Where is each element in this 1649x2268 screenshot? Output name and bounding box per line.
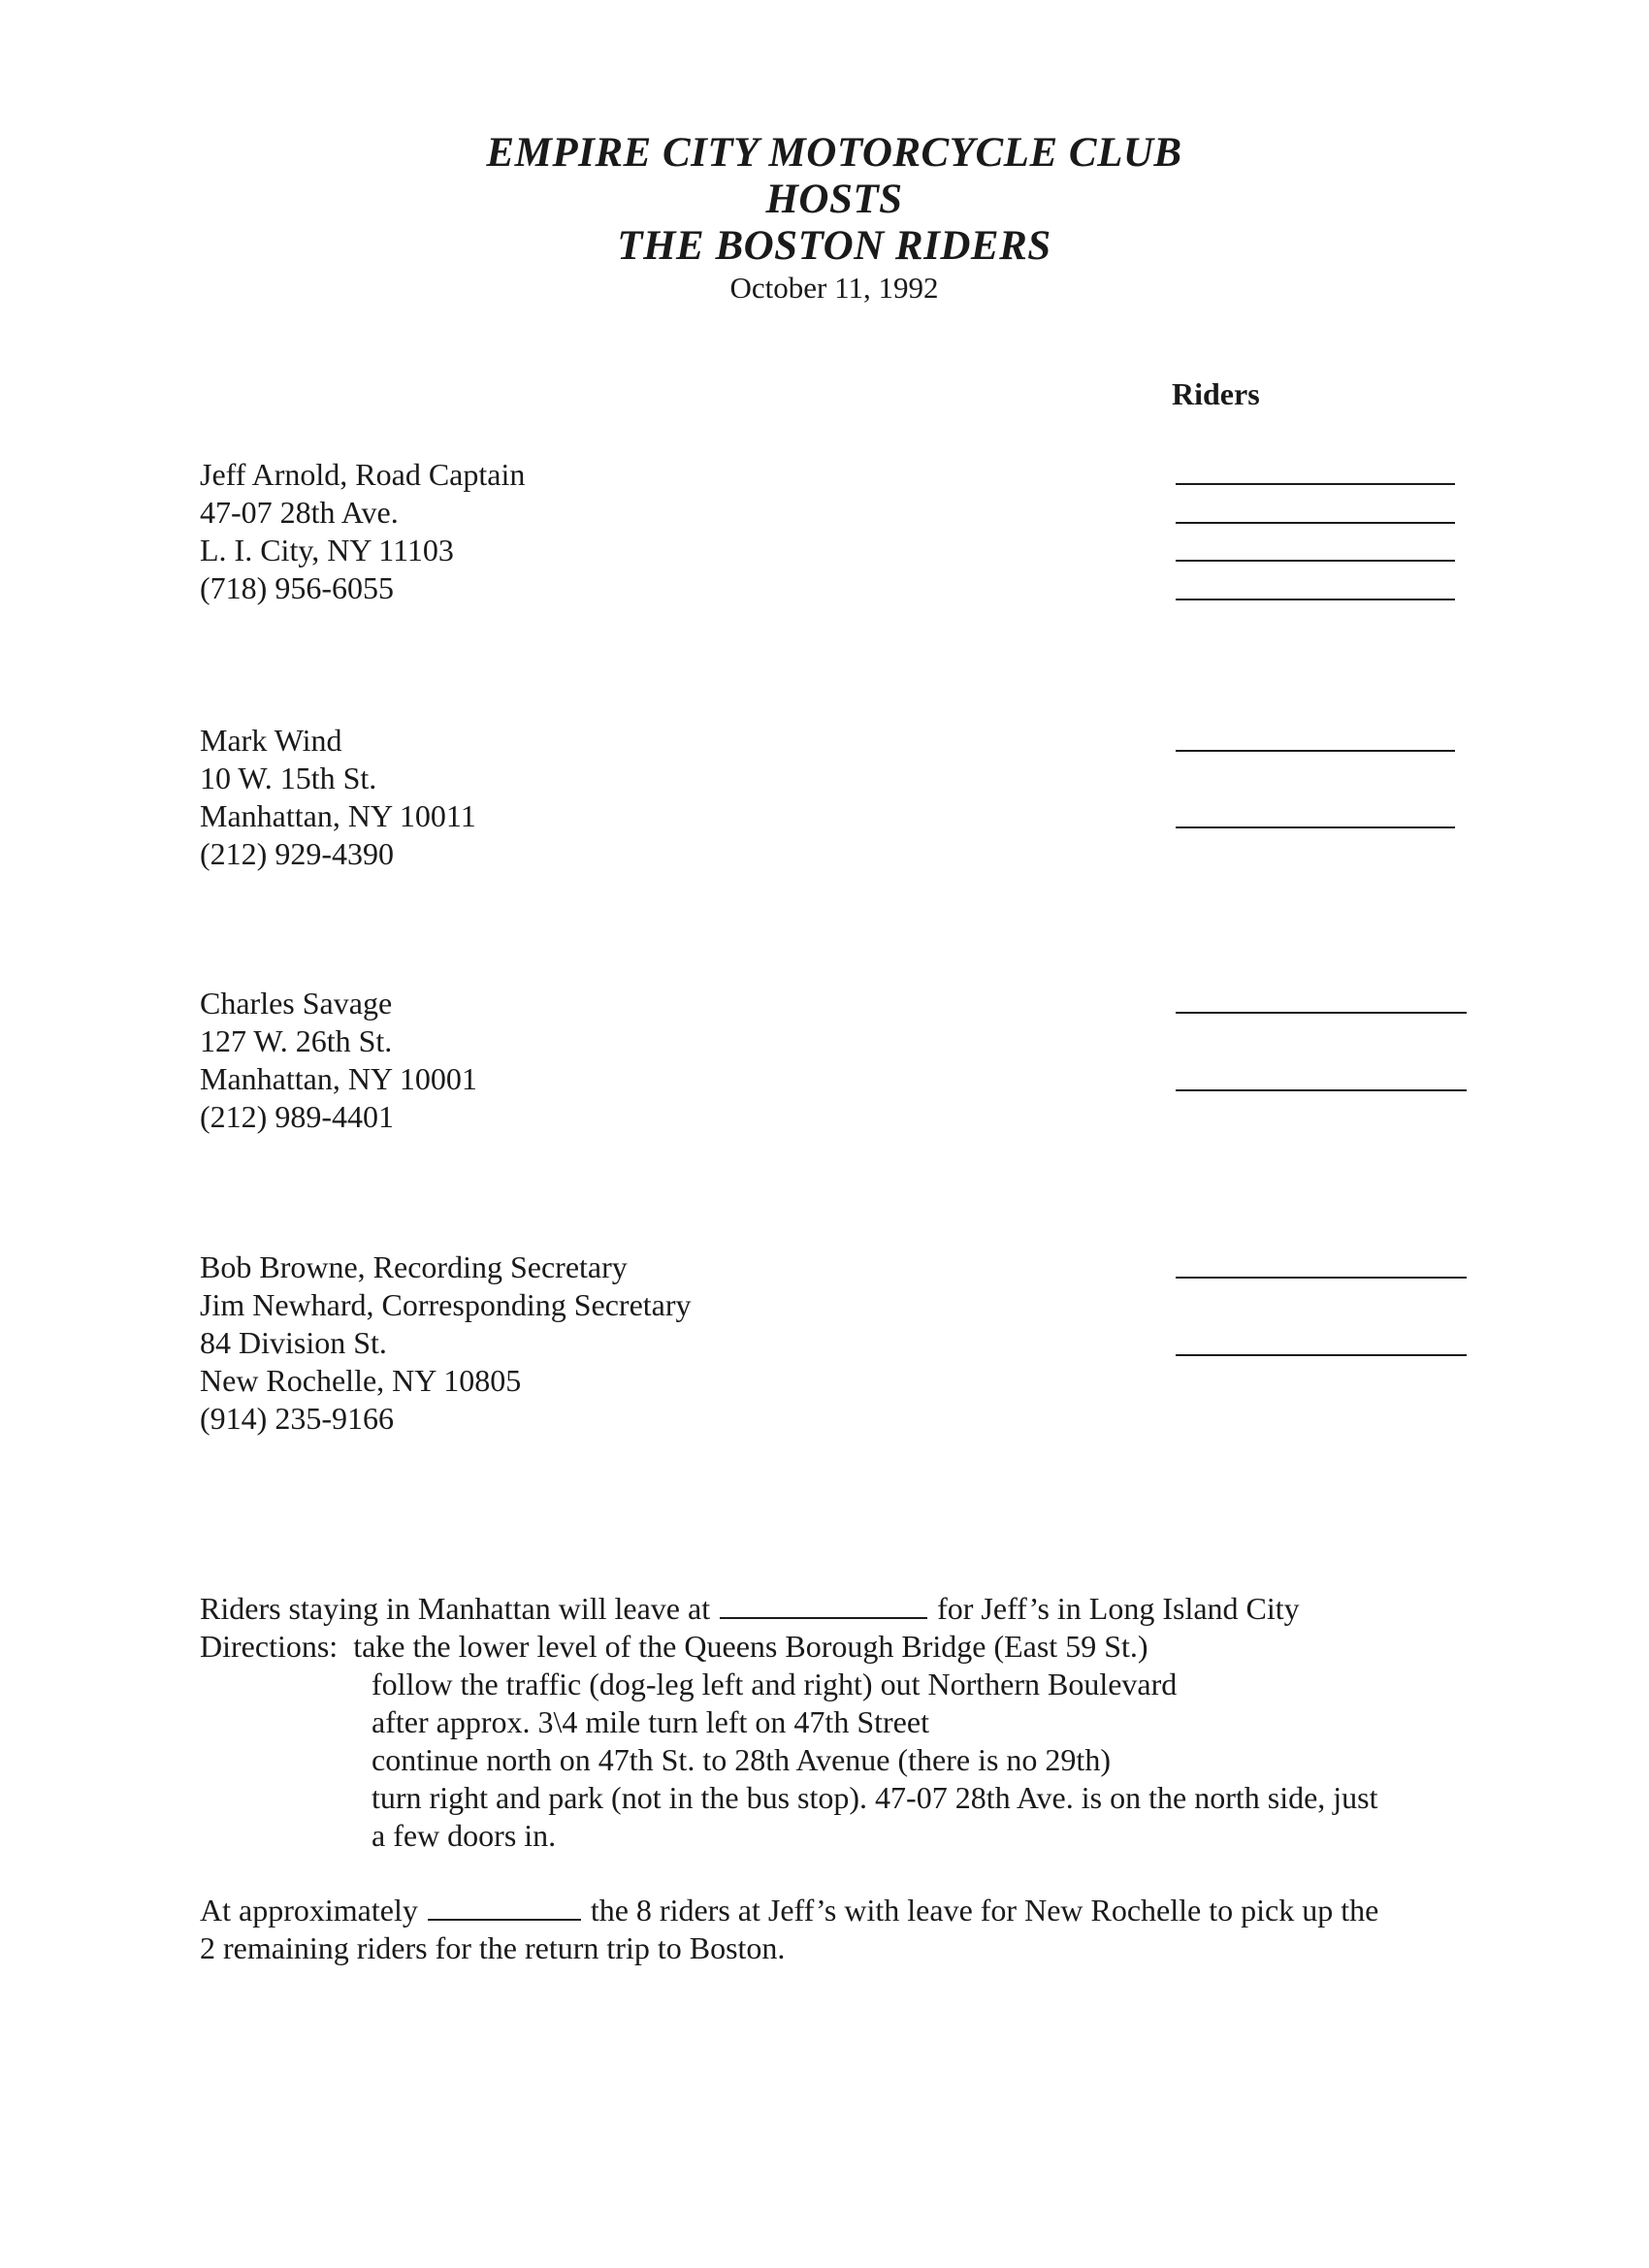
contact-block-charles-savage (200, 985, 477, 1136)
hosts-line: HOSTS (765, 177, 903, 222)
return-time-blank[interactable] (428, 1894, 581, 1921)
directions-label: Directions: (200, 1629, 339, 1664)
contact-block-mark-wind (200, 722, 476, 873)
directions-step: a few doors in. (372, 1818, 557, 1853)
directions-step: continue north on 47th St. to 28th Avenue (there is no 29th) (372, 1742, 1111, 1777)
contact-line: Bob Browne, Recording Secretary (200, 1249, 628, 1284)
contact-line: 127 W. 26th St. (200, 1023, 393, 1058)
directions-first-line (200, 1628, 1148, 1666)
contact-block-new-rochelle (200, 1248, 692, 1438)
rider-blank-line[interactable] (1176, 1354, 1467, 1356)
contact-line: 84 Division St. (200, 1325, 387, 1360)
event-date: October 11, 1992 (729, 271, 939, 305)
contact-line: 47-07 28th Ave. (200, 495, 399, 530)
rider-blank-line[interactable] (1176, 1089, 1467, 1091)
contact-line: Manhattan, NY 10011 (200, 798, 476, 833)
directions-step: take the lower level of the Queens Borough Bridge (East 59 St.) (353, 1629, 1148, 1664)
directions-steps (372, 1666, 1378, 1855)
contact-line: (212) 989-4401 (200, 1099, 394, 1134)
return-trip-line-1 (200, 1892, 1378, 1929)
departure-time-blank[interactable] (720, 1592, 927, 1619)
departure-text-after: for Jeff’s in Long Island City (937, 1591, 1300, 1626)
rider-blank-line[interactable] (1176, 599, 1455, 600)
directions-step: follow the traffic (dog-leg left and right) out Northern Boulevard (372, 1667, 1178, 1701)
return-trip-line-2: 2 remaining riders for the return trip to Boston. (200, 1930, 786, 1965)
contact-line: (718) 956-6055 (200, 570, 394, 605)
contact-block-jeff-arnold (200, 456, 525, 607)
departure-text-before: Riders staying in Manhattan will leave at (200, 1591, 711, 1626)
contact-line: Jim Newhard, Corresponding Secretary (200, 1287, 692, 1322)
rider-blank-line[interactable] (1176, 750, 1455, 752)
departure-line (200, 1590, 1300, 1628)
riders-column-header: Riders (1172, 376, 1260, 411)
contact-line: Mark Wind (200, 723, 342, 758)
guests-title: THE BOSTON RIDERS (617, 223, 1051, 269)
rider-blank-line[interactable] (1176, 1277, 1467, 1279)
return-text-after: the 8 riders at Jeff’s with leave for New Rochelle to pick up the (590, 1893, 1379, 1928)
rider-blank-line[interactable] (1176, 1012, 1467, 1014)
contact-line: L. I. City, NY 11103 (200, 533, 454, 567)
contact-line: Manhattan, NY 10001 (200, 1061, 477, 1096)
contact-line: Jeff Arnold, Road Captain (200, 457, 526, 492)
rider-blank-line[interactable] (1176, 522, 1455, 524)
rider-blank-line[interactable] (1176, 560, 1455, 562)
rider-blank-line[interactable] (1176, 826, 1455, 828)
contact-line: (914) 235-9166 (200, 1401, 394, 1436)
return-text-before: At approximately (200, 1893, 418, 1928)
directions-step: turn right and park (not in the bus stop). 47-07 28th Ave. is on the north side, just (372, 1780, 1378, 1815)
contact-line: Charles Savage (200, 986, 393, 1021)
directions-step: after approx. 3\4 mile turn left on 47th Street (372, 1704, 929, 1739)
contact-line: 10 W. 15th St. (200, 761, 377, 795)
club-title: EMPIRE CITY MOTORCYCLE CLUB (486, 130, 1182, 176)
contact-line: (212) 929-4390 (200, 836, 394, 871)
contact-line: New Rochelle, NY 10805 (200, 1363, 522, 1398)
rider-blank-line[interactable] (1176, 483, 1455, 485)
